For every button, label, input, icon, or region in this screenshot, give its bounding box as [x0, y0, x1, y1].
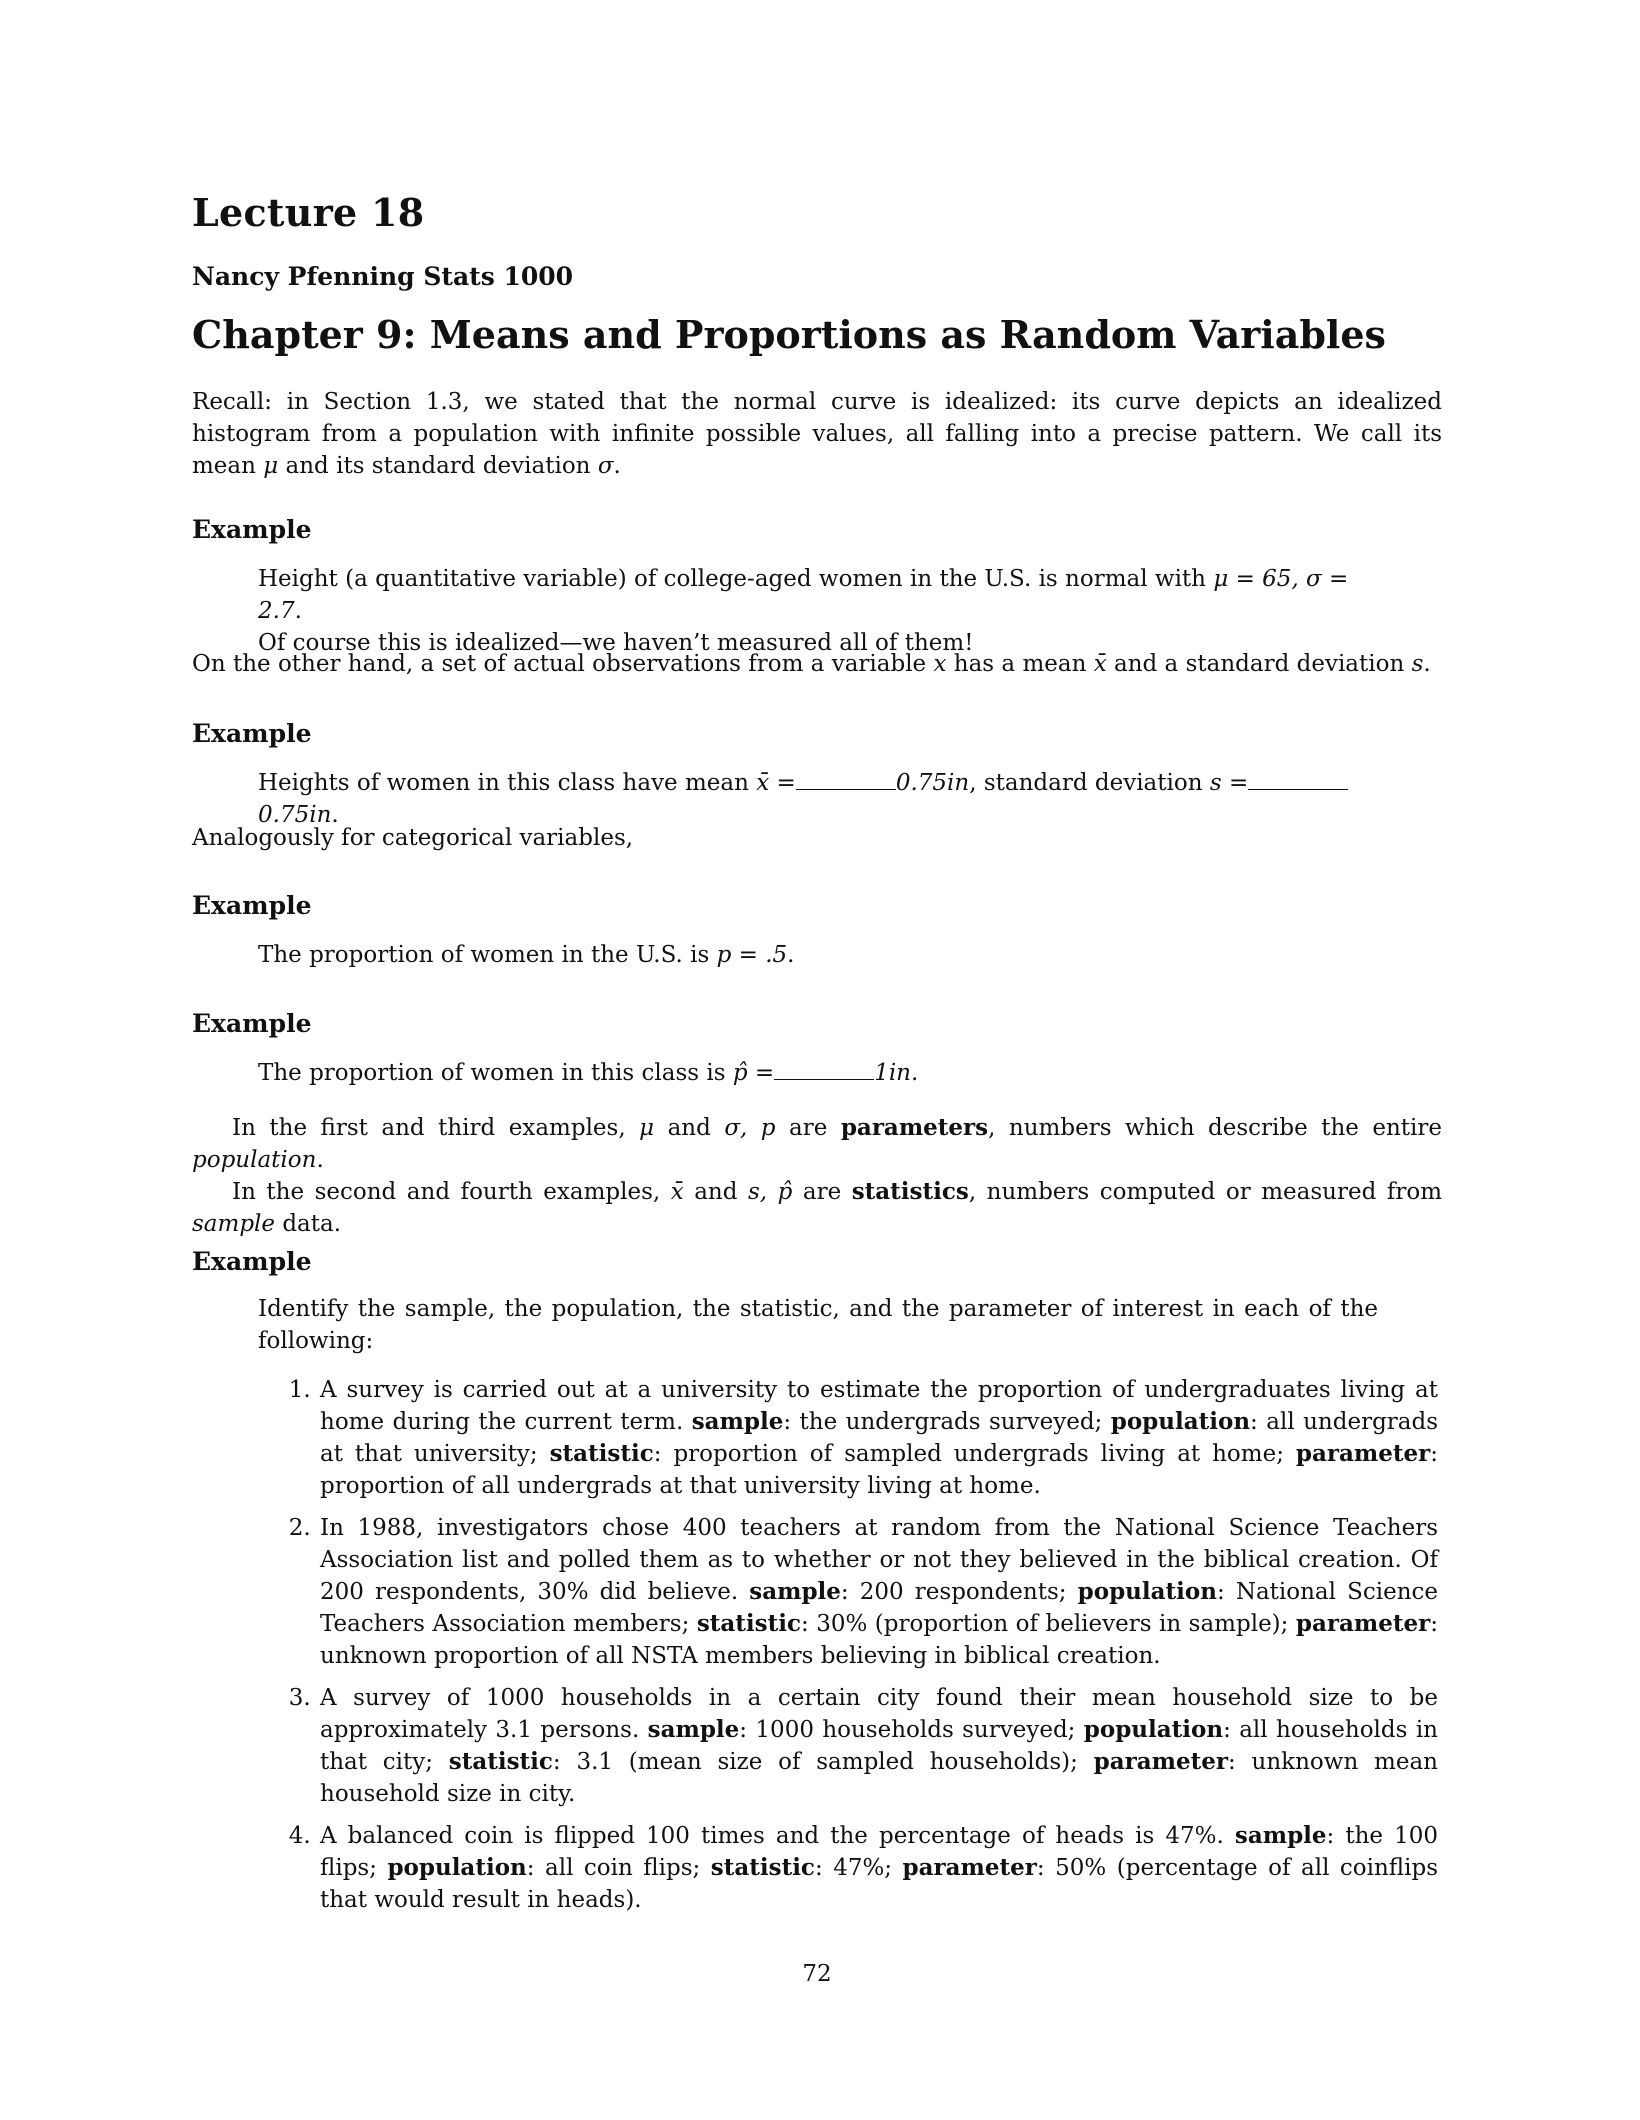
page-number: 72 [802, 1961, 832, 1987]
list-item: 3. A survey of 1000 households in a certain city found their mean household size to be approximately 3.1 persons. sample: 1000 households surveyed; population: all households in that city; statistic: 3.1 (mean size of sampled households); parameter: unknown mean household size in city. [318, 1682, 1438, 1810]
example-5-intro: Identify the sample, the population, the statistic, and the parameter of interest in each of the following: [258, 1296, 1378, 1354]
list-item: 1. A survey is carried out at a university to estimate the proportion of undergraduates living at home during the current term. sample: the undergrads surveyed; population: all undergrads at that university; statistic: proportion of sampled undergrads living at home; parameter: proportion of all undergrads at that university living at home. [318, 1374, 1438, 1502]
blank-line [1248, 769, 1348, 790]
document-page [192, 0, 1442, 2120]
blank-line [796, 769, 896, 790]
example-2-body: Heights of women in this class have mean x̄ = 0.75in, standard deviation s =0.75in. [258, 767, 1378, 831]
example-heading-2: Example [192, 719, 312, 748]
analogously-paragraph: Analogously for categorical variables, [192, 825, 634, 851]
other-hand-paragraph: On the other hand, a set of actual observations from a variable x has a mean x̄ and a standard deviation s. [192, 651, 1431, 677]
lecture-title: Lecture 18 [192, 190, 425, 235]
example-heading-5: Example [192, 1247, 312, 1276]
blank-line [774, 1059, 874, 1080]
recall-paragraph: Recall: in Section 1.3, we stated that the normal curve is idealized: its curve depicts an idealized histogram from a population with infinite possible values, all falling into a precise pattern. We call its mean μ and its standard deviation σ. [192, 389, 1442, 479]
summary-paragraph: In the first and third examples, μ and σ, p are parameters, numbers which describe the entire population. In the second and fourth examples, x̄ and s, p̂ are statistics, numbers computed or measured from sample data. [192, 1114, 1442, 1237]
chapter-title: Chapter 9: Means and Proportions as Random Variables [192, 312, 1386, 357]
example-3-body: The proportion of women in the U.S. is p = .5. [258, 942, 795, 968]
example-4-body: The proportion of women in this class is p̂ = 1in. [258, 1060, 919, 1086]
list-item: 2. In 1988, investigators chose 400 teachers at random from the National Science Teachers Association list and polled them as to whether or not they believed in the biblical creation. Of 200 respondents, 30% did believe. sample: 200 respondents; population: National Science Teachers Association members; statistic: 30% (proportion of believers in sample); parameter: unknown proportion of all NSTA members believing in biblical creation. [318, 1512, 1438, 1672]
example-heading-3: Example [192, 891, 312, 920]
example-5-list [258, 1374, 1438, 1926]
example-heading-1: Example [192, 515, 312, 544]
list-item: 4. A balanced coin is flipped 100 times and the percentage of heads is 47%. sample: the 100 flips; population: all coin flips; statistic: 47%; parameter: 50% (percentage of all coinflips that would result in heads). [318, 1820, 1438, 1916]
author-line: Nancy Pfenning Stats 1000 [192, 262, 574, 291]
example-1-body: Height (a quantitative variable) of college-aged women in the U.S. is normal with μ = 65, σ = 2.7. Of course this is idealized—we haven’t measured all of them! [258, 566, 1349, 656]
example-heading-4: Example [192, 1009, 312, 1038]
